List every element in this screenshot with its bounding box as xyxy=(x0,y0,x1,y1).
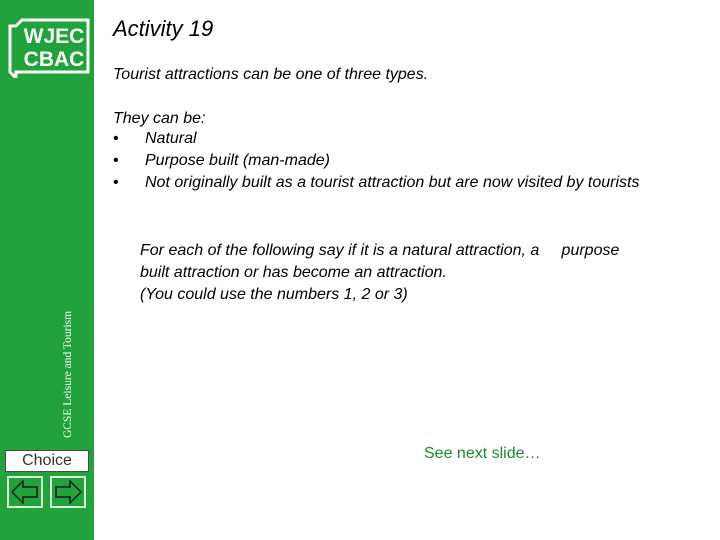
slide-title: Activity 19 xyxy=(113,16,214,41)
list-item-text: Purpose built (man-made) xyxy=(145,152,330,169)
list-item-text: Not originally built as a tourist attraction but are now visited by tourists xyxy=(145,174,640,191)
instruction-line: (You could use the numbers 1, 2 or 3) xyxy=(140,286,408,303)
see-next-slide-link[interactable]: See next slide… xyxy=(424,445,541,462)
logo-line1: WJEC xyxy=(23,25,85,48)
list-item xyxy=(113,172,673,194)
instruction-line: built attraction or has become an attraction. xyxy=(140,264,447,281)
instructions xyxy=(140,240,700,306)
bullet: • xyxy=(113,152,119,169)
previous-slide-button[interactable] xyxy=(7,476,43,508)
course-label: GCSE Leisure and Tourism xyxy=(62,310,74,438)
logo-line2: CBAC xyxy=(23,48,85,71)
bullet: • xyxy=(113,130,119,147)
arrow-right-icon xyxy=(52,478,84,506)
list-heading: They can be: xyxy=(113,110,206,127)
next-slide-button[interactable] xyxy=(50,476,86,508)
choice-button[interactable]: Choice xyxy=(5,450,89,472)
intro-text: Tourist attractions can be one of three types. xyxy=(113,66,429,83)
sidebar xyxy=(0,0,94,540)
list-item xyxy=(113,150,673,172)
bullet: • xyxy=(113,174,119,191)
list-item xyxy=(113,128,673,150)
wjec-logo xyxy=(8,16,94,78)
attraction-types-list xyxy=(113,128,673,194)
arrow-left-icon xyxy=(9,478,41,506)
instruction-line: For each of the following say if it is a natural attraction, a purpose xyxy=(140,242,620,259)
list-item-text: Natural xyxy=(145,130,197,147)
